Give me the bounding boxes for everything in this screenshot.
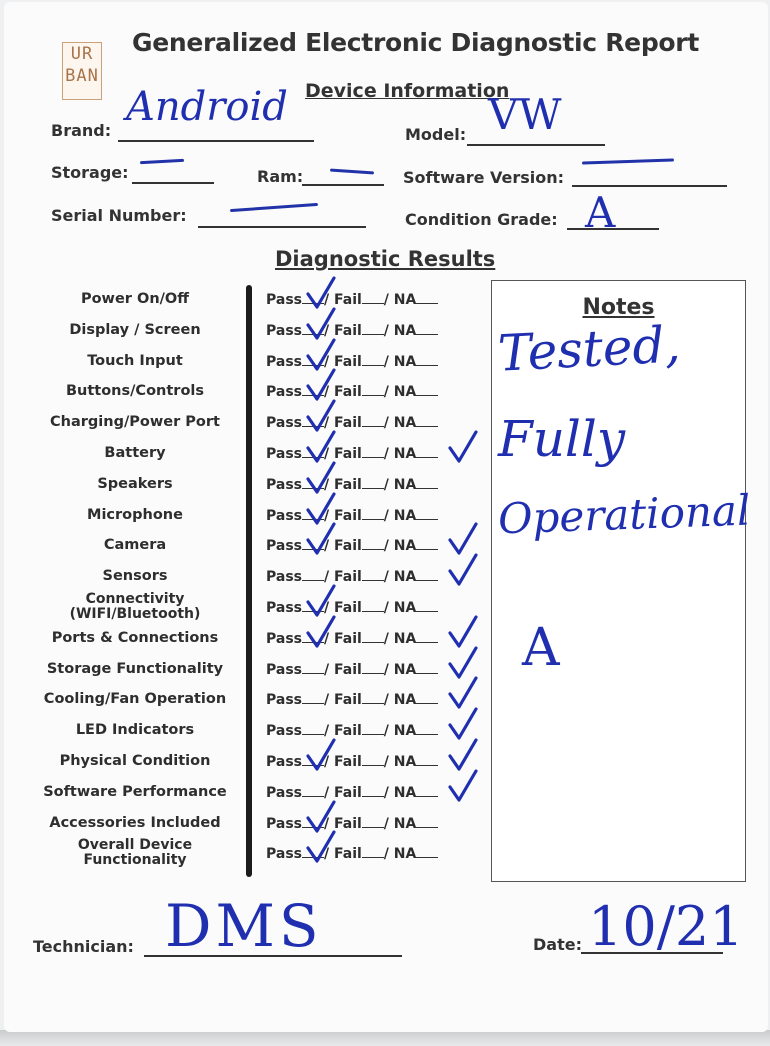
pass-option[interactable]: Pass (266, 538, 302, 555)
diagnostic-row-label: Camera (103, 537, 167, 554)
notes-line-4: A (522, 618, 560, 678)
fail-option[interactable]: Fail (334, 784, 362, 801)
fail-option[interactable]: Fail (334, 507, 362, 524)
fail-option[interactable]: Fail (334, 322, 362, 339)
condition-grade-label: Condition Grade: (405, 210, 558, 229)
brand-label: Brand: (51, 121, 112, 140)
na-option[interactable]: NA (393, 784, 417, 801)
na-option[interactable]: NA (393, 846, 417, 863)
diagnostic-row-label: Physical Condition (59, 753, 211, 769)
pass-option[interactable]: Pass (266, 846, 302, 863)
diagnostic-row-options: Pass / Fail / NA (266, 323, 438, 339)
na-checkmark (448, 553, 478, 591)
pass-option[interactable]: Pass (266, 415, 302, 432)
fail-option[interactable]: Fail (334, 723, 362, 740)
diagnostic-row-label: Charging/Power Port (50, 414, 220, 431)
na-option[interactable]: NA (393, 446, 417, 462)
na-option[interactable]: NA (393, 692, 417, 709)
technician-label: Technician: (33, 937, 134, 956)
pass-option[interactable]: Pass (266, 476, 302, 493)
na-option[interactable]: NA (393, 723, 417, 740)
pass-option[interactable]: Pass (266, 754, 302, 770)
fail-option[interactable]: Fail (334, 538, 362, 555)
diagnostic-row-label: Connectivity (WIFI/Bluetooth) (69, 591, 201, 622)
brand-line (118, 140, 314, 142)
diagnostic-row-options: Pass / Fail / NA (266, 292, 438, 308)
pass-option[interactable]: Pass (266, 661, 302, 678)
fail-option[interactable]: Fail (334, 846, 362, 863)
diagnostic-row-label: Battery (104, 445, 166, 461)
diagnostic-row-options: Pass / Fail / NA (266, 723, 438, 739)
na-option[interactable]: NA (393, 538, 417, 555)
ram-label: Ram: (257, 167, 304, 186)
pass-option[interactable]: Pass (266, 353, 302, 370)
diagnostic-row-label: Microphone (87, 506, 183, 523)
page-shadow (0, 1030, 770, 1046)
fail-option[interactable]: Fail (334, 292, 362, 308)
diagnostic-row-options: Pass / Fail / NA (266, 631, 438, 647)
device-info-heading: Device Information (305, 80, 510, 102)
diagnostic-row-options: Pass / Fail / NA (266, 600, 438, 616)
pass-option[interactable]: Pass (266, 723, 302, 740)
diagnostic-row-options: Pass / Fail / NA (266, 846, 438, 862)
diagnostic-row-options: Pass / Fail / NA (266, 354, 438, 370)
pass-checkmark (306, 615, 336, 653)
diagnostic-row-options: Pass / Fail / NA (266, 785, 438, 801)
na-option[interactable]: NA (393, 507, 417, 524)
diagnostic-row-label: Touch Input (87, 352, 183, 369)
diagnostic-row-options: Pass / Fail / NA (266, 569, 438, 585)
diagnostic-row-label: Cooling/Fan Operation (43, 691, 227, 708)
diagnostic-row-label: Accessories Included (49, 814, 221, 831)
urban-logo (62, 42, 102, 100)
na-option[interactable]: NA (393, 322, 417, 339)
na-checkmark (448, 430, 478, 468)
diagnostic-results-heading: Diagnostic Results (275, 247, 496, 271)
fail-option[interactable]: Fail (334, 600, 362, 616)
pass-checkmark (306, 522, 336, 560)
diagnostic-row-options: Pass / Fail / NA (266, 415, 438, 431)
ram-line (302, 184, 384, 186)
diagnostic-row-options: Pass / Fail / NA (266, 692, 438, 708)
fail-option[interactable]: Fail (334, 569, 362, 586)
diagnostic-row-label: Buttons/Controls (65, 383, 205, 400)
report-title: Generalized Electronic Diagnostic Report (132, 28, 699, 57)
diagnostic-row-options: Pass / Fail / NA (266, 508, 438, 524)
model-line (467, 144, 605, 146)
na-option[interactable]: NA (393, 384, 417, 401)
notes-line-2: Fully (498, 410, 626, 468)
diagnostic-row-label: Software Performance (43, 783, 227, 800)
na-option[interactable]: NA (393, 353, 417, 370)
diagnostic-row-label: Ports & Connections (51, 629, 219, 646)
na-option[interactable]: NA (393, 569, 417, 586)
model-value: VW (488, 90, 562, 139)
pass-option[interactable]: Pass (266, 692, 302, 709)
fail-option[interactable]: Fail (334, 692, 362, 709)
pass-option[interactable]: Pass (266, 292, 302, 308)
diagnostic-row-label: Display / Screen (69, 321, 201, 338)
na-option[interactable]: NA (393, 661, 417, 678)
diagnostic-row-options: Pass / Fail / NA (266, 538, 438, 554)
fail-option[interactable]: Fail (334, 353, 362, 370)
diagnostic-row-label: LED Indicators (75, 722, 195, 739)
na-option[interactable]: NA (393, 815, 417, 832)
fail-option[interactable]: Fail (334, 384, 362, 401)
pass-option[interactable]: Pass (266, 322, 302, 339)
logo-bottom-text: BAN (65, 66, 99, 86)
diagnostic-row-options: Pass / Fail / NA (266, 754, 438, 770)
column-divider (246, 285, 252, 877)
diagnostic-row-label: Power On/Off (80, 291, 190, 307)
na-option[interactable]: NA (393, 630, 417, 647)
diagnostic-row-options: Pass / Fail / NA (266, 816, 438, 832)
diagnostic-row-label: Sensors (102, 568, 168, 585)
na-option[interactable]: NA (393, 600, 417, 616)
model-label: Model: (405, 125, 467, 144)
pass-option[interactable]: Pass (266, 815, 302, 832)
notes-heading: Notes (582, 295, 655, 320)
fail-option[interactable]: Fail (334, 661, 362, 678)
pass-option[interactable]: Pass (266, 630, 302, 647)
serial-number-line (198, 226, 366, 228)
pass-checkmark (306, 738, 336, 776)
notes-line-1: Tested, (496, 315, 682, 383)
na-checkmark (448, 769, 478, 807)
fail-option[interactable]: Fail (334, 754, 362, 770)
technician-value: DMS (165, 892, 323, 960)
pass-option[interactable]: Pass (266, 384, 302, 401)
fail-option[interactable]: Fail (334, 630, 362, 647)
fail-option[interactable]: Fail (334, 415, 362, 432)
software-version-line (572, 185, 727, 187)
diagnostic-row-label: Speakers (97, 475, 173, 492)
diagnostic-row-label: Overall Device Functionality (77, 837, 193, 869)
diagnostic-row-options: Pass / Fail / NA (266, 662, 438, 678)
diagnostic-row-options: Pass / Fail / NA (266, 384, 438, 400)
na-option[interactable]: NA (393, 754, 417, 770)
na-option[interactable]: NA (393, 292, 417, 308)
diagnostic-row-options: Pass / Fail / NA (266, 477, 438, 493)
date-value: 10/21 (588, 895, 744, 958)
pass-option[interactable]: Pass (266, 784, 302, 801)
na-option[interactable]: NA (393, 476, 417, 493)
software-version-label: Software Version: (403, 168, 565, 187)
notes-line-3: Operational (497, 485, 752, 544)
pass-option[interactable]: Pass (266, 507, 302, 524)
storage-label: Storage: (51, 163, 129, 182)
pass-option[interactable]: Pass (266, 569, 302, 586)
condition-grade-value: A (585, 188, 616, 237)
pass-option[interactable]: Pass (266, 446, 302, 462)
pass-option[interactable]: Pass (266, 600, 302, 616)
diagnostic-row-label: Storage Functionality (46, 660, 224, 677)
fail-option[interactable]: Fail (334, 476, 362, 493)
date-label: Date: (533, 935, 582, 954)
serial-number-label: Serial Number: (51, 206, 187, 225)
fail-option[interactable]: Fail (334, 446, 362, 462)
diagnostic-row-options: Pass / Fail / NA (266, 446, 438, 462)
brand-value: Android (126, 84, 288, 130)
logo-top-text: UR (70, 44, 94, 64)
storage-line (132, 182, 214, 184)
fail-option[interactable]: Fail (334, 815, 362, 832)
na-option[interactable]: NA (393, 415, 417, 432)
pass-checkmark (306, 830, 336, 868)
